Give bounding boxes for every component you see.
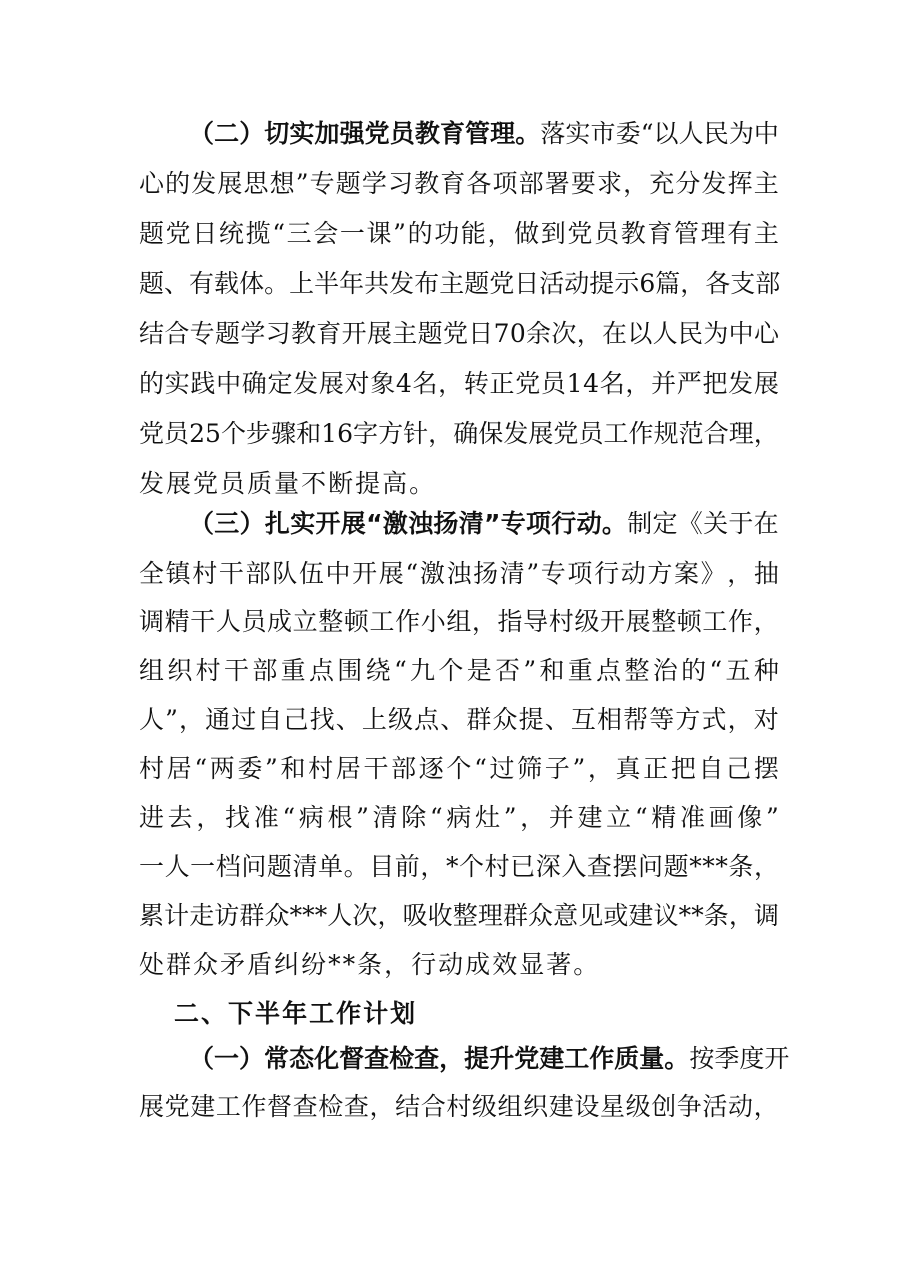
- paragraph-line: 党 员 2 5 个 步 骤 和 1 6 字 方 针 ， 确 保 发 展 党 员 工 作 规 范 合 理 ，: [139, 419, 779, 448]
- paragraph-line: 全 镇 村 干 部 队 伍 中 开 展 “ 激 浊 扬 清 ” 专 项 行 动 方 案 》 ， 抽: [139, 559, 779, 588]
- paragraph-line: 心 的 发 展 思 想 ” 专 题 学 习 教 育 各 项 部 署 要 求 ， 充 分 发 挥 主: [139, 169, 779, 198]
- paragraph-line: 题 、 有 载 体 。 上 半 年 共 发 布 主 题 党 日 活 动 提 示 6 篇 ， 各 支 部: [139, 269, 781, 298]
- paragraph-line: 展 党 建 工 作 督 查 检 查 ， 结 合 村 级 组 织 建 设 星 级 创 争 活 动 ，: [139, 1092, 779, 1121]
- paragraph-line: 人 ” ， 通 过 自 己 找 、 上 级 点 、 群 众 提 、 互 相 帮 等 方 式 ， 对: [139, 705, 779, 734]
- section-heading: 二 、 下 半 年 工 作 计 划: [174, 999, 416, 1028]
- paragraph-line: 题 党 日 统 揽 “ 三 会 一 课 ” 的 功 能 ， 做 到 党 员 教 育 管 理 有 主: [139, 219, 779, 248]
- paragraph-line: 发 展 党 员 质 量 不 断 提 高 。: [139, 469, 435, 498]
- paragraph-line: 组 织 村 干 部 重 点 围 绕 “ 九 个 是 否 ” 和 重 点 整 治 的 “ 五 种: [139, 656, 779, 685]
- paragraph-line: （ 二 ） 切 实 加 强 党 员 教 育 管 理 。 落 实 市 委 “ 以 人 民 为 中: [189, 119, 779, 148]
- paragraph-line: 一 人 一 档 问 题 清 单 。 目 前 ， * 个 村 已 深 入 查 摆 问 题 * * * 条 ，: [139, 852, 779, 881]
- paragraph-line: （ 一 ） 常 态 化 督 查 检 查 ， 提 升 党 建 工 作 质 量 。 按 季 度 开: [189, 1044, 790, 1073]
- paragraph-line: 累 计 走 访 群 众 * * * 人 次 ， 吸 收 整 理 群 众 意 见 或 建 议 * * 条 ， 调: [139, 901, 779, 930]
- paragraph-line: 进 去 ， 找 准 “ 病 根 ” 清 除 “ 病 灶 ” ， 并 建 立 “ 精 准 画 像 ”: [139, 803, 779, 832]
- paragraph-line: 调 精 干 人 员 成 立 整 顿 工 作 小 组 ， 指 导 村 级 开 展 整 顿 工 作 ，: [139, 607, 779, 636]
- paragraph-line: 的 实 践 中 确 定 发 展 对 象 4 名 ， 转 正 党 员 1 4 名 ， 并 严 把 发 展: [139, 369, 779, 398]
- paragraph-line: 结 合 专 题 学 习 教 育 开 展 主 题 党 日 7 0 余 次 ， 在 以 人 民 为 中 心: [139, 319, 779, 348]
- paragraph-line: 村 居 “ 两 委 ” 和 村 居 干 部 逐 个 “ 过 筛 子 ” ， 真 正 把 自 己 摆: [139, 754, 779, 783]
- paragraph-line: （ 三 ） 扎 实 开 展 “ 激 浊 扬 清 ” 专 项 行 动 。 制 定 《 关 于 在: [189, 509, 779, 538]
- paragraph-line: 处 群 众 矛 盾 纠 纷 * * 条 ， 行 动 成 效 显 著 。: [139, 950, 599, 979]
